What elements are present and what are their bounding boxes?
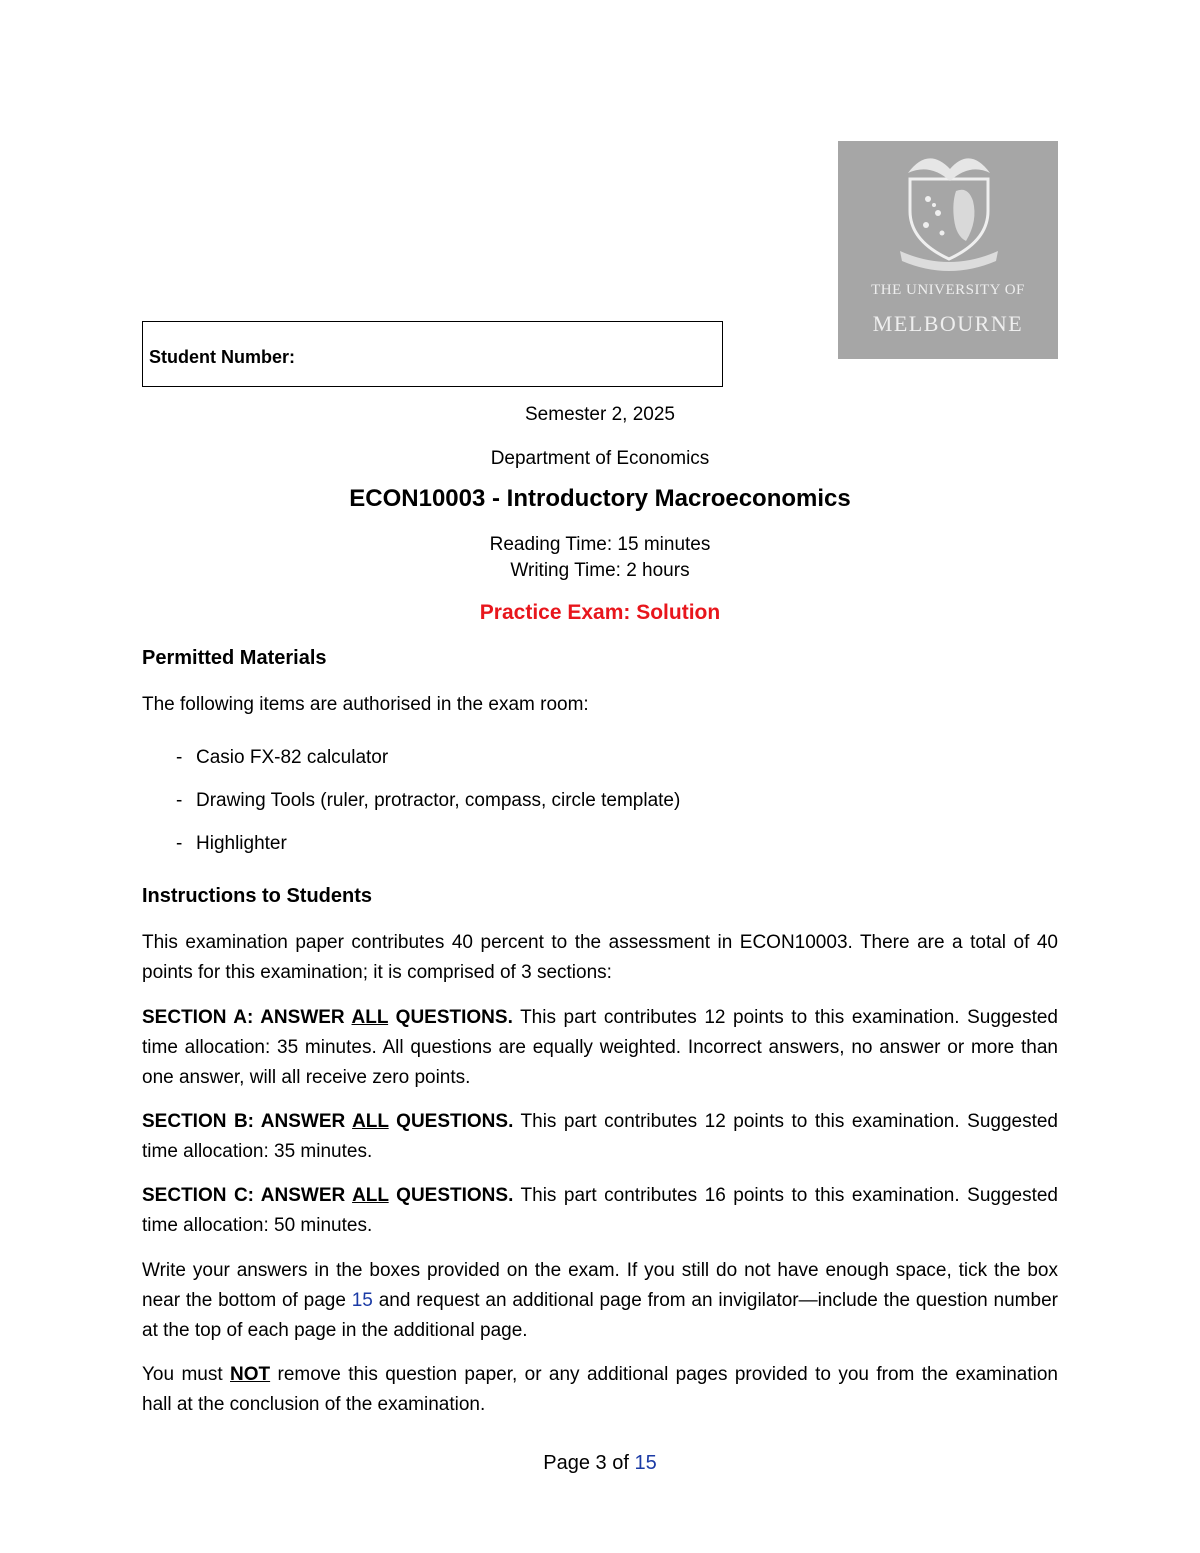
list-item (176, 747, 388, 769)
list-item (176, 833, 287, 855)
semester: Semester 2, 2025 (525, 404, 675, 425)
section-text: This part contributes 16 points to this examination. Suggested time allocation: 50 minutes. (142, 1185, 1058, 1236)
list-item-text: Casio FX-82 calculator (196, 747, 389, 768)
list-bullet: - (176, 833, 183, 854)
page-indicator: Page 3 of (543, 1452, 635, 1474)
page-link[interactable]: 15 (351, 1290, 373, 1311)
crest-icon (838, 141, 1058, 271)
must-text: You must (142, 1364, 231, 1385)
logo-text-line2: MELBOURNE (872, 311, 1024, 336)
section-label-end: QUESTIONS. (388, 1007, 513, 1028)
write-answers-text: Write your answers in the boxes provided on the exam. If you still do not have enough space, tick the box near the bottom of page (142, 1260, 1058, 1311)
section-label-all: ALL (351, 1007, 389, 1028)
list-item-text: Drawing Tools (ruler, protractor, compass, circle template) (196, 790, 681, 811)
section-label: SECTION C: ANSWER (142, 1185, 353, 1206)
must-not-paragraph (142, 1360, 1058, 1420)
section-a-paragraph (142, 1003, 1058, 1093)
page-footer (0, 1452, 1200, 1475)
must-text-end: remove this question paper, or any additional pages provided to you from the examination hall at the conclusion of the examination. (142, 1364, 1058, 1415)
section-c-paragraph (142, 1181, 1058, 1241)
instructions-intro: This examination paper contributes 40 percent to the assessment in ECON10003. There are a total of 40 points for this examination; it is comprised of 3 sections: (142, 932, 1058, 983)
student-number-label: Student Number: (149, 347, 295, 367)
section-text: This part contributes 12 points to this examination. Suggested time allocation: 35 minutes. All questions are equally weighted. Incorrect answers, no answer or more than one answer, will all receive zero points. (142, 1007, 1058, 1088)
section-label-all: ALL (352, 1185, 389, 1206)
write-answers-paragraph (142, 1256, 1058, 1346)
university-logo (838, 141, 1058, 359)
reading-time: Reading Time: 15 minutes (489, 534, 711, 555)
section-label: SECTION A: ANSWER (142, 1007, 352, 1028)
student-number-box[interactable] (142, 321, 723, 387)
list-bullet: - (176, 790, 183, 811)
list-bullet: - (176, 747, 183, 768)
exam-type: Practice Exam: Solution (479, 601, 721, 624)
section-label-all: ALL (352, 1111, 389, 1132)
write-answers-text-end: and request an additional page from an invigilator—include the question number at the top of each page in the additional page. (142, 1290, 1058, 1341)
permitted-intro: The following items are authorised in the exam room: (142, 694, 589, 715)
permitted-heading: Permitted Materials (142, 647, 327, 669)
page-total-link[interactable]: 15 (634, 1452, 657, 1474)
logo-text-line1: THE UNIVERSITY OF (871, 282, 1025, 298)
writing-time: Writing Time: 2 hours (510, 560, 690, 581)
department: Department of Economics (490, 448, 710, 469)
list-item (176, 790, 680, 812)
section-label-end: QUESTIONS. (388, 1111, 514, 1132)
section-b-paragraph (142, 1107, 1058, 1167)
section-label-end: QUESTIONS. (388, 1185, 514, 1206)
instructions-heading: Instructions to Students (142, 885, 372, 907)
section-text: This part contributes 12 points to this examination. Suggested time allocation: 35 minutes. (142, 1111, 1058, 1162)
section-label: SECTION B: ANSWER (142, 1111, 353, 1132)
must-not-emphasis: NOT (230, 1364, 271, 1385)
course-title: ECON10003 - Introductory Macroeconomics (349, 485, 851, 512)
list-item-text: Highlighter (196, 833, 287, 854)
